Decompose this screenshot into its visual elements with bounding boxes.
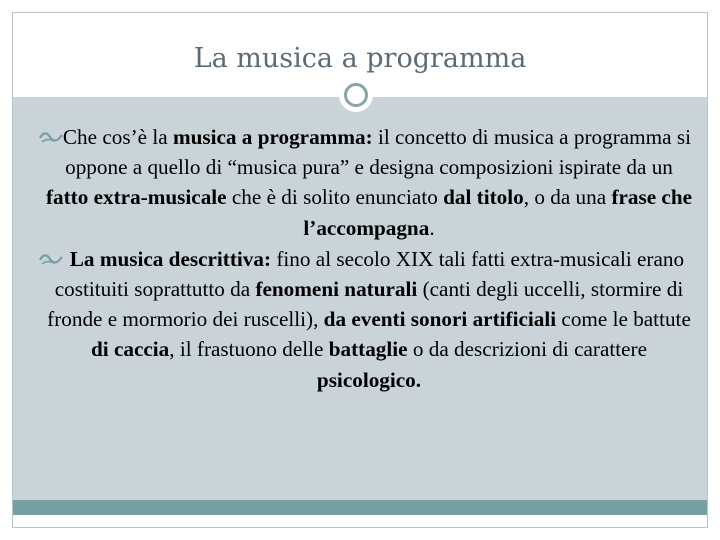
text-run: , il frastuono delle: [169, 337, 329, 362]
bold-text-run: di caccia: [90, 337, 170, 362]
bold-text-run: da eventi sonori artificiali: [323, 307, 557, 332]
bold-text-run: psicologico.: [316, 367, 422, 392]
wavy-bullet-icon: [38, 251, 64, 267]
bold-text-run: frase che l’accompagna: [303, 185, 693, 240]
bold-text-run: La musica descrittiva:: [69, 246, 272, 271]
bold-text-run: musica a programma:: [172, 125, 373, 149]
text-run: come le battute: [556, 307, 691, 332]
text-run: o da descrizioni di carattere: [407, 337, 647, 362]
text-run: , o da una: [523, 185, 612, 210]
paragraph-text: [47, 247, 691, 392]
text-run: (canti degli uccelli, stormire di fronde e mormorio dei ruscelli),: [47, 277, 684, 332]
text-run: che è di solito enunciato: [226, 185, 444, 210]
wavy-bullet-icon: [38, 129, 64, 145]
slide-title: La musica a programma: [193, 43, 527, 74]
text-run: il concetto di musica a programma si oppone a quello di “musica pura” e designa composizioni ispirate da un: [65, 125, 691, 180]
bold-text-run: fenomeni naturali: [255, 277, 418, 302]
paragraph-text: [46, 125, 692, 240]
bullet-list: [44, 122, 694, 395]
bottom-accent-bar: [13, 500, 707, 515]
ring-ornament-icon: [339, 78, 373, 112]
bold-text-run: fatto extra-musicale: [45, 185, 227, 210]
bullet-paragraph: [44, 122, 694, 243]
bold-text-run: dal titolo: [443, 185, 524, 210]
text-run: Che cos’è la: [62, 125, 173, 149]
bullet-paragraph: [44, 244, 694, 395]
text-run: fino al secolo XIX tali fatti extra-musicali erano costituiti soprattutto da: [54, 246, 685, 302]
bold-text-run: battaglie: [328, 337, 408, 362]
text-run: .: [429, 215, 435, 240]
